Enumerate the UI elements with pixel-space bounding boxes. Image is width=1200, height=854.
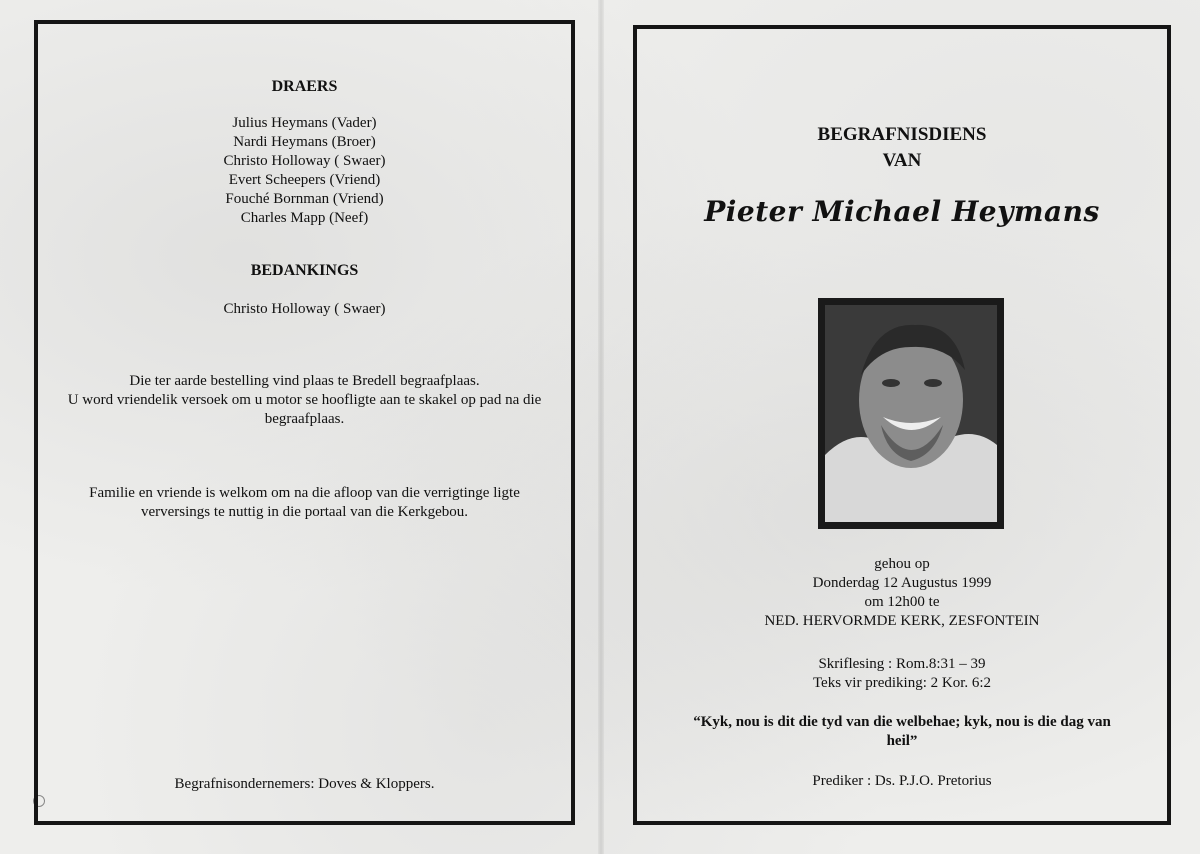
service-date: Donderdag 12 Augustus 1999 bbox=[812, 575, 992, 591]
draer-item: Fouché Bornman (Vriend) bbox=[225, 191, 384, 207]
quote-line: “Kyk, nou is dit die tyd van die welbehae; kyk, nou is die dag van bbox=[693, 714, 1111, 730]
draer-item: Julius Heymans (Vader) bbox=[232, 115, 377, 131]
draer-item: Christo Holloway ( Swaer) bbox=[223, 153, 386, 169]
burial-line: U word vriendelik versoek om u motor se hoofligte aan te skakel op pad na die bbox=[67, 392, 542, 408]
preacher: Prediker : Ds. P.J.O. Pretorius bbox=[812, 773, 992, 789]
portrait-illustration bbox=[825, 305, 997, 522]
service-title-line: VAN bbox=[882, 150, 922, 171]
draer-item: Evert Scheepers (Vriend) bbox=[228, 172, 381, 188]
undertakers: Begrafnisondernemers: Doves & Kloppers. bbox=[174, 776, 435, 792]
burial-line: begraafplaas. bbox=[264, 411, 345, 427]
held-on: gehou op bbox=[874, 556, 930, 572]
scripture-details bbox=[637, 655, 1167, 693]
page-fold bbox=[598, 0, 604, 854]
portrait-photo bbox=[825, 305, 997, 522]
welcome-line: Familie en vriende is welkom om na die afloop van die verrigtinge ligte bbox=[89, 485, 520, 501]
left-page bbox=[34, 20, 575, 825]
service-title-line: BEGRAFNISDIENS bbox=[817, 124, 987, 145]
quote-line: heil” bbox=[886, 733, 918, 749]
service-title bbox=[637, 122, 1167, 174]
service-details bbox=[637, 555, 1167, 631]
draers-list bbox=[38, 114, 571, 228]
deceased-name: Pieter Michael Heymans bbox=[704, 195, 1100, 228]
bedankings-item: Christo Holloway ( Swaer) bbox=[223, 301, 386, 317]
welcome-notice bbox=[38, 484, 571, 522]
right-page bbox=[633, 25, 1171, 825]
service-time: om 12h00 te bbox=[864, 594, 940, 610]
service-venue: NED. HERVORMDE KERK, ZESFONTEIN bbox=[764, 613, 1040, 629]
sermon-text: Teks vir prediking: 2 Kor. 6:2 bbox=[812, 675, 992, 691]
scripture-quote bbox=[637, 713, 1167, 751]
draer-item: Nardi Heymans (Broer) bbox=[233, 134, 376, 150]
draers-heading: DRAERS bbox=[271, 78, 338, 95]
bedankings-heading: BEDANKINGS bbox=[250, 262, 359, 279]
draer-item: Charles Mapp (Neef) bbox=[240, 210, 369, 226]
portrait-frame bbox=[818, 298, 1004, 529]
welcome-line: verversings te nuttig in die portaal van die Kerkgebou. bbox=[141, 504, 468, 520]
burial-line: Die ter aarde bestelling vind plaas te Bredell begraafplaas. bbox=[129, 373, 480, 389]
scripture-reading: Skriflesing : Rom.8:31 – 39 bbox=[818, 656, 986, 672]
burial-notice bbox=[38, 372, 571, 429]
